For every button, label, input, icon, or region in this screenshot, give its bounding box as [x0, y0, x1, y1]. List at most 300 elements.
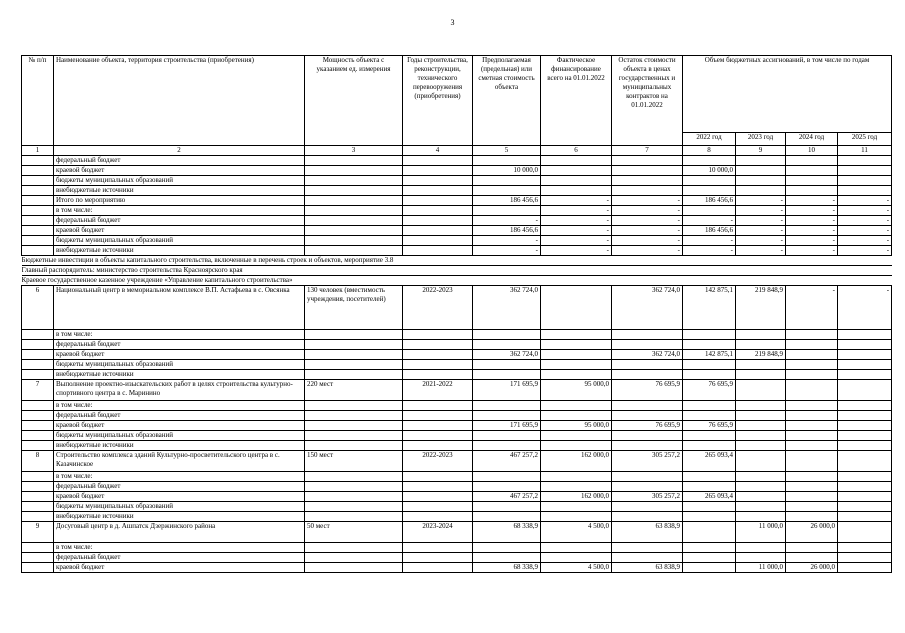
- cell-actual-financing: [541, 482, 612, 492]
- cell-2023: [736, 421, 786, 431]
- header-name: Наименование объекта, территория строительства (приобретения): [54, 56, 305, 146]
- cell-capacity: [305, 441, 403, 451]
- column-index-cell: 5: [473, 146, 541, 156]
- cell-years: [403, 431, 473, 441]
- cell-capacity: [305, 156, 403, 166]
- column-index-cell: 1: [22, 146, 54, 156]
- sub-row: [22, 512, 892, 522]
- cell-no: [22, 482, 54, 492]
- cell-actual-financing: -: [541, 226, 612, 236]
- cell-estimated-cost: 186 456,6: [473, 226, 541, 236]
- cell-no: 6: [22, 286, 54, 330]
- cell-2024: [786, 512, 838, 522]
- cell-2023: [736, 166, 786, 176]
- cell-2025: [838, 472, 892, 482]
- sub-row: [22, 431, 892, 441]
- cell-name: бюджеты муниципальных образований: [54, 502, 305, 512]
- sub-row: [22, 350, 892, 360]
- table-body: [22, 146, 892, 573]
- cell-remaining-cost: 76 695,9: [612, 421, 683, 431]
- cell-years: 2022-2023: [403, 451, 473, 472]
- cell-years: [403, 340, 473, 350]
- object-row: [22, 286, 892, 330]
- cell-remaining-cost: 305 257,2: [612, 451, 683, 472]
- cell-2022: [683, 176, 736, 186]
- sub-row: [22, 411, 892, 421]
- cell-estimated-cost: [473, 502, 541, 512]
- cell-remaining-cost: [612, 166, 683, 176]
- cell-remaining-cost: 63 838,9: [612, 522, 683, 543]
- cell-no: 9: [22, 522, 54, 543]
- cell-years: [403, 350, 473, 360]
- table-row: [22, 166, 892, 176]
- header-year-2022: 2022 год: [683, 133, 736, 146]
- cell-no: [22, 543, 54, 553]
- cell-2024: [786, 411, 838, 421]
- cell-2025: [838, 502, 892, 512]
- cell-remaining-cost: 305 257,2: [612, 492, 683, 502]
- cell-remaining-cost: 362 724,0: [612, 350, 683, 360]
- cell-name: краевой бюджет: [54, 350, 305, 360]
- cell-2022: [683, 512, 736, 522]
- cell-2023: [736, 360, 786, 370]
- cell-capacity: [305, 502, 403, 512]
- cell-remaining-cost: -: [612, 206, 683, 216]
- cell-remaining-cost: 362 724,0: [612, 286, 683, 330]
- cell-estimated-cost: 171 695,9: [473, 421, 541, 431]
- cell-remaining-cost: [612, 370, 683, 380]
- cell-2025: -: [838, 246, 892, 256]
- cell-2024: 26 000,0: [786, 522, 838, 543]
- cell-2022: [683, 553, 736, 563]
- cell-2025: [838, 340, 892, 350]
- cell-capacity: [305, 236, 403, 246]
- cell-years: [403, 482, 473, 492]
- cell-years: [403, 216, 473, 226]
- cell-actual-financing: -: [541, 246, 612, 256]
- cell-capacity: [305, 186, 403, 196]
- cell-2023: [736, 176, 786, 186]
- cell-no: [22, 196, 54, 206]
- cell-actual-financing: [541, 370, 612, 380]
- cell-estimated-cost: 186 456,6: [473, 196, 541, 206]
- sub-row: [22, 340, 892, 350]
- cell-2024: -: [786, 246, 838, 256]
- cell-2022: [683, 522, 736, 543]
- cell-actual-financing: [541, 411, 612, 421]
- cell-2022: -: [683, 246, 736, 256]
- cell-estimated-cost: 171 695,9: [473, 380, 541, 401]
- sub-row: [22, 553, 892, 563]
- cell-capacity: [305, 360, 403, 370]
- cell-estimated-cost: [473, 360, 541, 370]
- cell-no: [22, 176, 54, 186]
- cell-remaining-cost: [612, 401, 683, 411]
- cell-name: федеральный бюджет: [54, 216, 305, 226]
- cell-2022: [683, 186, 736, 196]
- cell-name: в том числе:: [54, 401, 305, 411]
- cell-actual-financing: [541, 553, 612, 563]
- cell-2023: [736, 380, 786, 401]
- cell-name: Итого по мероприятию: [54, 196, 305, 206]
- cell-2024: [786, 401, 838, 411]
- cell-name: Выполнение проектно-изыскательских работ в целях строительства культурно-спортивного центра в с. Маринино: [54, 380, 305, 401]
- cell-actual-financing: [541, 512, 612, 522]
- table-row: [22, 176, 892, 186]
- cell-2022: [683, 482, 736, 492]
- section-title: Главный распорядитель: министерство строительства Красноярского края: [22, 266, 892, 276]
- cell-years: [403, 186, 473, 196]
- cell-no: [22, 512, 54, 522]
- cell-2025: [838, 370, 892, 380]
- column-index-cell: 7: [612, 146, 683, 156]
- cell-no: [22, 156, 54, 166]
- cell-name: бюджеты муниципальных образований: [54, 360, 305, 370]
- cell-capacity: [305, 482, 403, 492]
- cell-actual-financing: 4 500,0: [541, 563, 612, 573]
- cell-2022: 142 875,1: [683, 286, 736, 330]
- cell-years: [403, 236, 473, 246]
- column-index-cell: 11: [838, 146, 892, 156]
- object-row: [22, 451, 892, 472]
- page-number: 3: [450, 18, 455, 27]
- cell-estimated-cost: [473, 176, 541, 186]
- object-row: [22, 380, 892, 401]
- cell-estimated-cost: 362 724,0: [473, 286, 541, 330]
- cell-2023: [736, 340, 786, 350]
- cell-2022: [683, 502, 736, 512]
- cell-years: [403, 553, 473, 563]
- cell-2022: [683, 563, 736, 573]
- cell-estimated-cost: [473, 482, 541, 492]
- cell-name: в том числе:: [54, 330, 305, 340]
- cell-actual-financing: 95 000,0: [541, 380, 612, 401]
- cell-estimated-cost: -: [473, 246, 541, 256]
- cell-2022: [683, 401, 736, 411]
- cell-remaining-cost: [612, 340, 683, 350]
- cell-2025: [838, 156, 892, 166]
- cell-years: [403, 441, 473, 451]
- cell-capacity: [305, 206, 403, 216]
- cell-estimated-cost: [473, 431, 541, 441]
- sub-row: [22, 543, 892, 553]
- cell-actual-financing: 95 000,0: [541, 421, 612, 431]
- cell-no: [22, 563, 54, 573]
- cell-years: [403, 543, 473, 553]
- cell-2023: -: [736, 236, 786, 246]
- cell-name: краевой бюджет: [54, 492, 305, 502]
- cell-actual-financing: [541, 543, 612, 553]
- cell-2023: [736, 502, 786, 512]
- cell-2024: [786, 482, 838, 492]
- section-title-row: [22, 256, 892, 266]
- cell-2024: -: [786, 236, 838, 246]
- cell-estimated-cost: 362 724,0: [473, 350, 541, 360]
- cell-capacity: 220 мест: [305, 380, 403, 401]
- cell-2022: [683, 472, 736, 482]
- cell-2025: [838, 401, 892, 411]
- cell-2024: -: [786, 196, 838, 206]
- cell-capacity: [305, 246, 403, 256]
- header-year-2024: 2024 год: [786, 133, 838, 146]
- cell-2024: [786, 431, 838, 441]
- cell-name: Досуговый центр в д. Ашпатск Дзержинского района: [54, 522, 305, 543]
- section-title: Бюджетные инвестиции в объекты капитального строительства, включенные в перечень строек и объектов, мероприятие 3.8: [22, 256, 892, 266]
- cell-2024: -: [786, 286, 838, 330]
- table-row: [22, 156, 892, 166]
- cell-actual-financing: [541, 441, 612, 451]
- cell-years: [403, 563, 473, 573]
- cell-years: [403, 472, 473, 482]
- sub-row: [22, 370, 892, 380]
- cell-actual-financing: [541, 360, 612, 370]
- cell-2022: [683, 330, 736, 340]
- cell-2025: [838, 512, 892, 522]
- sub-row: [22, 472, 892, 482]
- cell-estimated-cost: [473, 156, 541, 166]
- cell-2022: [683, 431, 736, 441]
- cell-2025: -: [838, 206, 892, 216]
- cell-years: [403, 166, 473, 176]
- cell-2025: [838, 431, 892, 441]
- cell-remaining-cost: 63 838,9: [612, 563, 683, 573]
- cell-2024: [786, 330, 838, 340]
- cell-actual-financing: -: [541, 206, 612, 216]
- cell-2022: -: [683, 236, 736, 246]
- sub-row: [22, 502, 892, 512]
- cell-2025: [838, 176, 892, 186]
- cell-2025: -: [838, 216, 892, 226]
- cell-years: 2022-2023: [403, 286, 473, 330]
- cell-2024: [786, 472, 838, 482]
- cell-2022: [683, 206, 736, 216]
- cell-estimated-cost: [473, 206, 541, 216]
- cell-estimated-cost: [473, 186, 541, 196]
- cell-2025: [838, 482, 892, 492]
- column-index-cell: 9: [736, 146, 786, 156]
- table-row: [22, 206, 892, 216]
- cell-2024: [786, 441, 838, 451]
- cell-remaining-cost: 76 695,9: [612, 380, 683, 401]
- cell-2024: [786, 360, 838, 370]
- cell-capacity: [305, 421, 403, 431]
- cell-2023: -: [736, 216, 786, 226]
- cell-2024: -: [786, 216, 838, 226]
- cell-name: внебюджетные источники: [54, 246, 305, 256]
- cell-2024: [786, 350, 838, 360]
- cell-name: в том числе:: [54, 543, 305, 553]
- cell-years: [403, 401, 473, 411]
- cell-2025: [838, 360, 892, 370]
- cell-capacity: [305, 176, 403, 186]
- cell-estimated-cost: [473, 512, 541, 522]
- cell-no: [22, 421, 54, 431]
- cell-no: [22, 472, 54, 482]
- cell-actual-financing: -: [541, 216, 612, 226]
- header-remaining-cost: Остаток стоимости объекта в ценах государственных и муниципальных контрактов на 01.01.2022: [612, 56, 683, 146]
- sub-row: [22, 330, 892, 340]
- cell-capacity: [305, 340, 403, 350]
- cell-2025: [838, 330, 892, 340]
- header-capacity: Мощность объекта с указанием ед. измерения: [305, 56, 403, 146]
- header-estimated-cost: Предполагаемая (предельная) или сметная стоимость объекта: [473, 56, 541, 146]
- cell-remaining-cost: -: [612, 246, 683, 256]
- cell-name: федеральный бюджет: [54, 553, 305, 563]
- table-row: [22, 196, 892, 206]
- cell-name: краевой бюджет: [54, 563, 305, 573]
- cell-2023: [736, 441, 786, 451]
- cell-2022: 10 000,0: [683, 166, 736, 176]
- cell-remaining-cost: -: [612, 196, 683, 206]
- cell-2024: 26 000,0: [786, 563, 838, 573]
- cell-capacity: [305, 350, 403, 360]
- cell-estimated-cost: [473, 553, 541, 563]
- cell-capacity: [305, 196, 403, 206]
- cell-years: [403, 156, 473, 166]
- cell-years: 2023-2024: [403, 522, 473, 543]
- cell-2024: [786, 380, 838, 401]
- cell-2022: -: [683, 216, 736, 226]
- cell-estimated-cost: [473, 543, 541, 553]
- cell-actual-financing: 162 000,0: [541, 451, 612, 472]
- cell-actual-financing: 4 500,0: [541, 522, 612, 543]
- cell-name: федеральный бюджет: [54, 411, 305, 421]
- sub-row: [22, 360, 892, 370]
- cell-2023: [736, 431, 786, 441]
- cell-no: [22, 492, 54, 502]
- cell-2023: [736, 186, 786, 196]
- cell-estimated-cost: 467 257,2: [473, 492, 541, 502]
- cell-2025: -: [838, 286, 892, 330]
- cell-no: [22, 401, 54, 411]
- cell-remaining-cost: [612, 543, 683, 553]
- cell-2023: [736, 401, 786, 411]
- cell-capacity: [305, 512, 403, 522]
- cell-actual-financing: [541, 350, 612, 360]
- cell-no: [22, 330, 54, 340]
- cell-2025: [838, 553, 892, 563]
- cell-remaining-cost: [612, 330, 683, 340]
- cell-2023: [736, 482, 786, 492]
- cell-years: 2021-2022: [403, 380, 473, 401]
- cell-estimated-cost: [473, 441, 541, 451]
- cell-capacity: [305, 431, 403, 441]
- cell-2024: [786, 492, 838, 502]
- cell-capacity: [305, 226, 403, 236]
- header-year-2025: 2025 год: [838, 133, 892, 146]
- cell-remaining-cost: [612, 176, 683, 186]
- cell-actual-financing: -: [541, 196, 612, 206]
- cell-2025: [838, 186, 892, 196]
- column-index-row: [22, 146, 892, 156]
- section-title-row: [22, 266, 892, 276]
- cell-years: [403, 360, 473, 370]
- cell-actual-financing: [541, 401, 612, 411]
- table-row: [22, 186, 892, 196]
- cell-years: [403, 421, 473, 431]
- column-index-cell: 10: [786, 146, 838, 156]
- cell-no: [22, 431, 54, 441]
- cell-2025: [838, 522, 892, 543]
- cell-name: в том числе:: [54, 206, 305, 216]
- cell-2024: [786, 421, 838, 431]
- cell-2024: [786, 156, 838, 166]
- cell-no: 7: [22, 380, 54, 401]
- cell-actual-financing: [541, 176, 612, 186]
- cell-2024: [786, 451, 838, 472]
- cell-2023: -: [736, 226, 786, 236]
- cell-2023: [736, 330, 786, 340]
- header-actual-financing: Фактическое финансирование всего на 01.01.2022: [541, 56, 612, 146]
- cell-years: [403, 176, 473, 186]
- cell-capacity: [305, 553, 403, 563]
- cell-no: [22, 441, 54, 451]
- cell-years: [403, 502, 473, 512]
- cell-2023: -: [736, 206, 786, 216]
- cell-2025: [838, 421, 892, 431]
- cell-2022: [683, 156, 736, 166]
- cell-name: внебюджетные источники: [54, 370, 305, 380]
- cell-no: [22, 246, 54, 256]
- cell-2024: [786, 176, 838, 186]
- cell-actual-financing: [541, 156, 612, 166]
- cell-2023: 219 848,9: [736, 286, 786, 330]
- cell-2024: -: [786, 206, 838, 216]
- cell-no: [22, 360, 54, 370]
- cell-2023: 219 848,9: [736, 350, 786, 360]
- table-row: [22, 216, 892, 226]
- cell-name: федеральный бюджет: [54, 340, 305, 350]
- cell-2023: [736, 411, 786, 421]
- cell-years: [403, 196, 473, 206]
- cell-estimated-cost: 10 000,0: [473, 166, 541, 176]
- column-index-cell: 6: [541, 146, 612, 156]
- cell-estimated-cost: [473, 411, 541, 421]
- cell-2022: 142 875,1: [683, 350, 736, 360]
- cell-2023: [736, 543, 786, 553]
- table-row: [22, 236, 892, 246]
- cell-2025: [838, 563, 892, 573]
- cell-capacity: [305, 370, 403, 380]
- cell-capacity: 130 человек (вместимость учреждения, посетителей): [305, 286, 403, 330]
- cell-years: [403, 512, 473, 522]
- header-budget-volume: Объем бюджетных ассигнований, в том числе по годам: [683, 56, 892, 133]
- cell-remaining-cost: -: [612, 236, 683, 246]
- cell-remaining-cost: [612, 156, 683, 166]
- cell-2023: [736, 472, 786, 482]
- cell-no: [22, 502, 54, 512]
- cell-remaining-cost: [612, 482, 683, 492]
- cell-no: [22, 340, 54, 350]
- cell-remaining-cost: [612, 431, 683, 441]
- cell-actual-financing: [541, 340, 612, 350]
- cell-capacity: [305, 330, 403, 340]
- cell-remaining-cost: [612, 553, 683, 563]
- cell-estimated-cost: 68 338,9: [473, 563, 541, 573]
- cell-2022: [683, 360, 736, 370]
- cell-capacity: [305, 543, 403, 553]
- cell-capacity: [305, 472, 403, 482]
- cell-years: [403, 370, 473, 380]
- cell-remaining-cost: -: [612, 226, 683, 236]
- cell-no: [22, 186, 54, 196]
- cell-2023: -: [736, 246, 786, 256]
- sub-row: [22, 482, 892, 492]
- cell-estimated-cost: [473, 340, 541, 350]
- cell-name: федеральный бюджет: [54, 156, 305, 166]
- cell-no: [22, 370, 54, 380]
- cell-2024: [786, 166, 838, 176]
